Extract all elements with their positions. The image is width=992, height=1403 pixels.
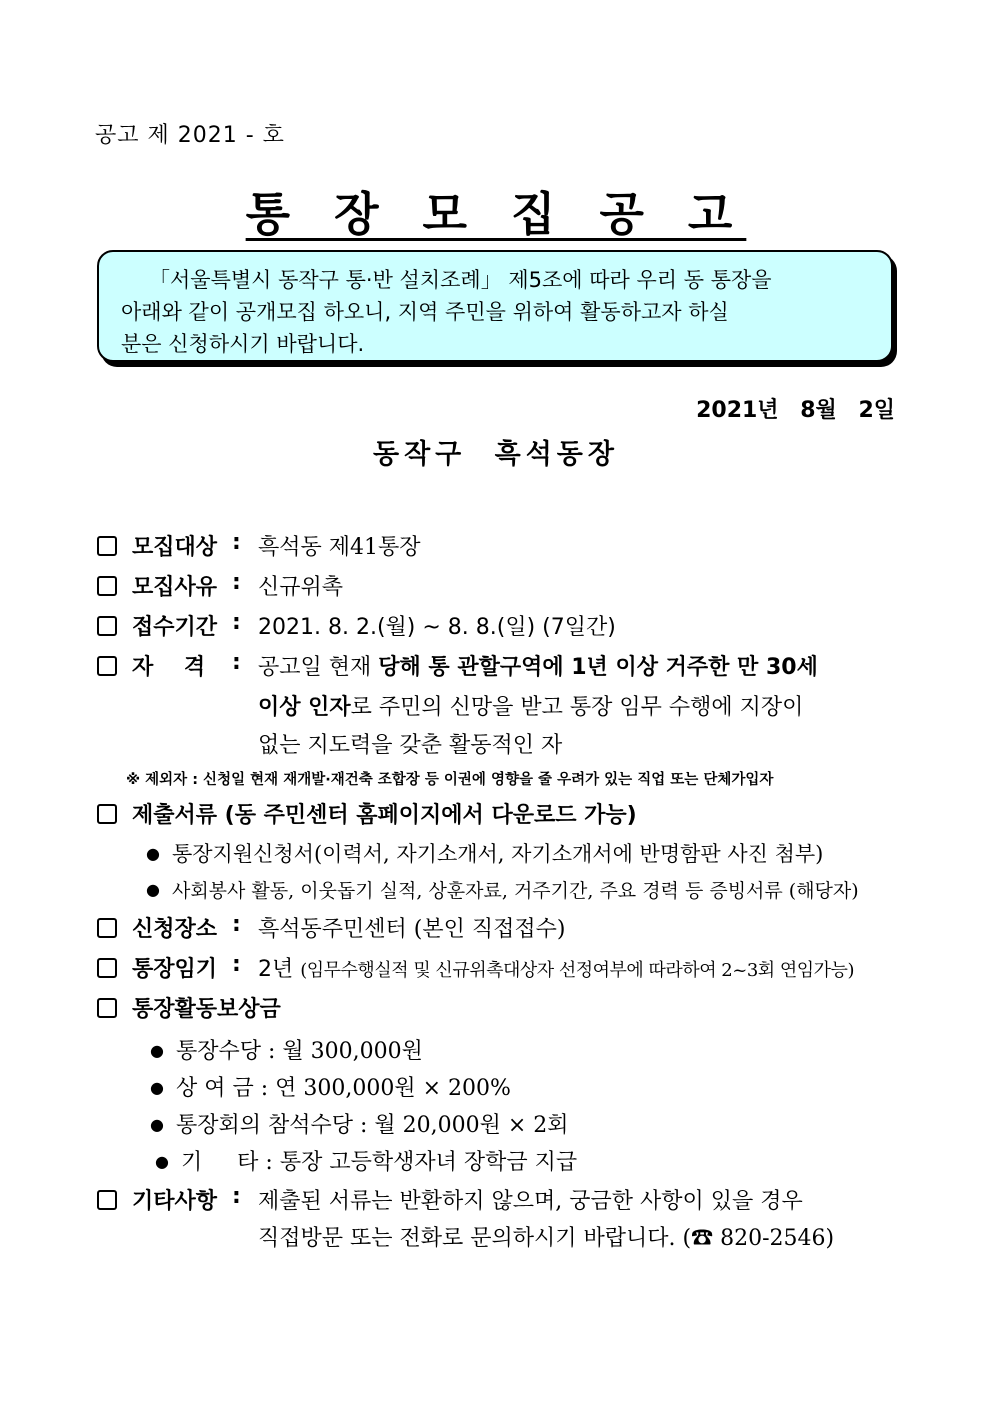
bullet-dot-icon: ● — [150, 1041, 164, 1060]
etc-line-1: 제출된 서류는 반환하지 않으며, 궁금한 사항이 있을 경우 — [258, 1189, 803, 1214]
compensation-bullet-3 — [150, 1108, 569, 1139]
checkbox-icon — [97, 998, 117, 1018]
qualification-line-1 — [258, 650, 818, 681]
place-label: 신청장소 — [132, 917, 218, 942]
colon: : — [232, 570, 241, 595]
term-value — [258, 952, 854, 983]
checkbox-icon — [97, 576, 117, 596]
period-label: 접수기간 — [132, 615, 218, 640]
qualification-line-2-plain: 로 주민의 신망을 받고 통장 임무 수행에 지장이 — [350, 695, 804, 720]
checkbox-icon — [97, 918, 117, 938]
compensation-bullet-2 — [150, 1071, 511, 1102]
document-title: 통 장 모 집 공 고 — [245, 187, 747, 241]
bullet-dot-icon: ● — [150, 1078, 164, 1097]
colon: : — [232, 650, 241, 675]
compensation-bullet-1 — [150, 1034, 423, 1065]
intro-line-2: 아래와 같이 공개모집 하오니, 지역 주민을 위하여 활동하고자 하실 — [121, 300, 729, 324]
compensation-bullet-4 — [155, 1145, 577, 1176]
reason-label: 모집사유 — [132, 575, 218, 600]
issuer: 동작구 흑석동장 — [373, 439, 619, 470]
compensation-bullet-4-text: 기 타 : 통장 고등학생자녀 장학금 지급 — [180, 1150, 578, 1175]
intro-line-1: 「서울특별시 동작구 통·반 설치조례」 제5조에 따라 우리 동 통장을 — [149, 268, 772, 292]
checkbox-icon — [97, 536, 117, 556]
place-value: 흑석동주민센터 (본인 직접접수) — [258, 917, 566, 942]
colon: : — [232, 952, 241, 977]
compensation-label: 통장활동보상금 — [132, 997, 281, 1022]
colon: : — [232, 530, 241, 555]
documents-bullet-1 — [146, 838, 823, 868]
bullet-dot-icon: ● — [146, 844, 160, 863]
compensation-bullet-1-text: 통장수당 : 월 300,000원 — [175, 1039, 423, 1064]
checkbox-icon — [97, 958, 117, 978]
bullet-dot-icon: ● — [146, 880, 160, 899]
bullet-dot-icon: ● — [150, 1115, 164, 1134]
bullet-dot-icon: ● — [155, 1152, 169, 1171]
documents-label: 제출서류 (동 주민센터 홈페이지에서 다운로드 가능) — [132, 803, 637, 828]
compensation-bullet-3-text: 통장회의 참석수당 : 월 20,000원 × 2회 — [175, 1113, 569, 1138]
qualification-line-2-bold: 이상 인자 — [258, 695, 351, 720]
qualification-line-2 — [258, 690, 803, 721]
colon: : — [232, 610, 241, 635]
intro-line-3: 분은 신청하시기 바랍니다. — [121, 332, 365, 356]
checkbox-icon — [97, 616, 117, 636]
period-value: 2021. 8. 2.(월) ~ 8. 8.(일) (7일간) — [258, 615, 616, 640]
qualification-line-1-bold: 당해 통 관할구역에 1년 이상 거주한 만 30세 — [378, 655, 818, 680]
qualification-label: 자 격 — [132, 655, 206, 680]
intro-box — [97, 250, 893, 362]
notice-date: 2021년 8월 2일 — [696, 398, 895, 423]
checkbox-icon — [97, 1190, 117, 1210]
checkbox-icon — [97, 804, 117, 824]
etc-line-2: 직접방문 또는 전화로 문의하시기 바랍니다. (☎ 820-2546) — [258, 1226, 835, 1251]
exclusion-note: ※ 제외자 : 신청일 현재 재개발·재건축 조합장 등 이권에 영향을 줄 우려가 있는 직업 또는 단체가입자 — [126, 772, 774, 788]
documents-bullet-1-text: 통장지원신청서(이력서, 자기소개서, 자기소개서에 반명함판 사진 첨부) — [171, 842, 824, 866]
term-value-main: 2년 — [258, 957, 294, 982]
qualification-line-3: 없는 지도력을 갖춘 활동적인 자 — [258, 733, 563, 758]
checkbox-icon — [97, 656, 117, 676]
compensation-bullet-2-text: 상 여 금 : 연 300,000원 × 200% — [175, 1076, 511, 1101]
qualification-line-1-plain: 공고일 현재 — [258, 655, 379, 680]
etc-label: 기타사항 — [132, 1189, 218, 1214]
documents-bullet-2-text: 사회봉사 활동, 이웃돕기 실적, 상훈자료, 거주기간, 주요 경력 등 증빙서류 (해당자) — [171, 880, 859, 902]
colon: : — [232, 912, 241, 937]
colon: : — [232, 1184, 241, 1209]
target-value: 흑석동 제41통장 — [258, 535, 421, 560]
term-label: 통장임기 — [132, 957, 218, 982]
reason-value: 신규위촉 — [258, 575, 344, 600]
target-label: 모집대상 — [132, 535, 218, 560]
term-value-note: (임무수행실적 및 신규위촉대상자 선정여부에 따라하여 2~3회 연임가능) — [300, 960, 854, 981]
notice-number: 공고 제 2021 - 호 — [95, 123, 285, 148]
documents-bullet-2 — [146, 876, 859, 903]
